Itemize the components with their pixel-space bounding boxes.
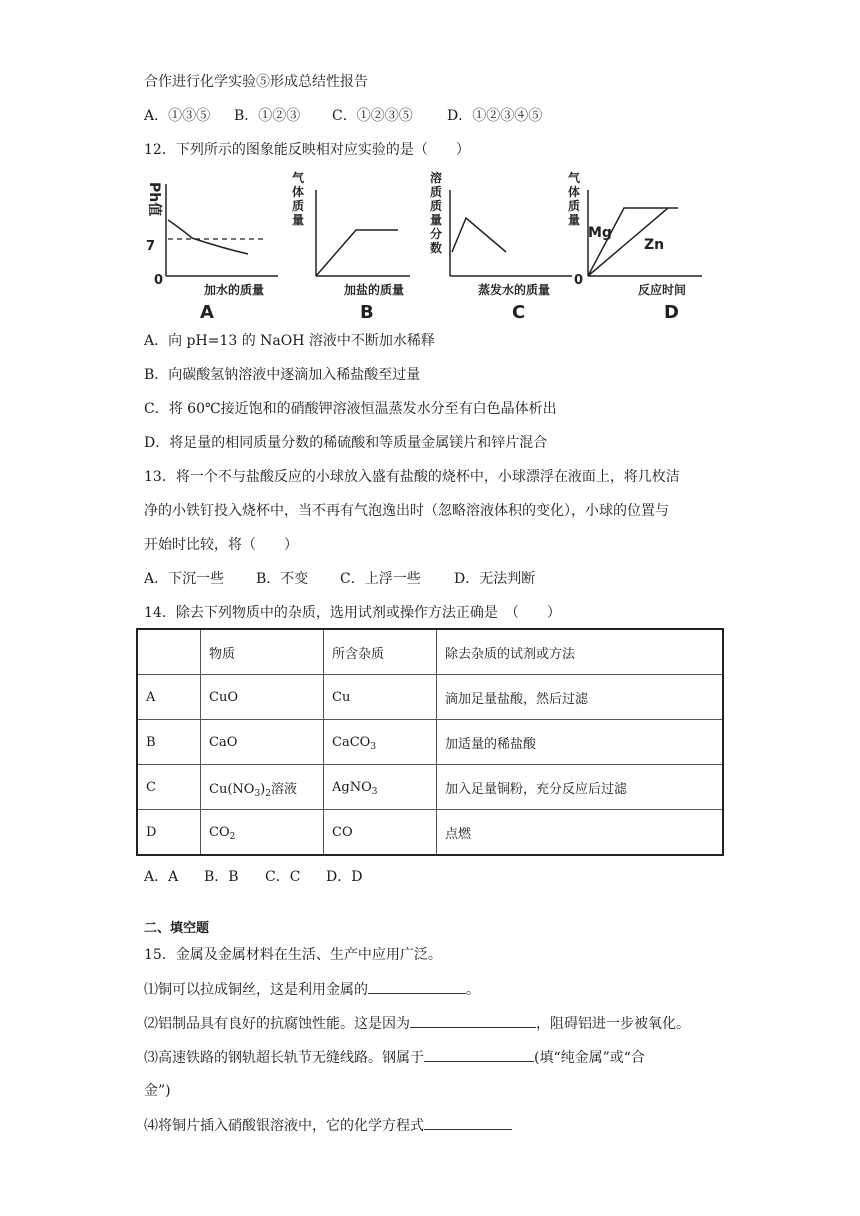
row-method: 加入足量铜粉，充分反应后过滤 bbox=[437, 765, 724, 810]
figure-d-ylabel-char: 量 bbox=[568, 213, 581, 227]
figure-b-letter: B bbox=[360, 302, 374, 323]
intro-tail-text: 合作进行化学实验⑤形成总结性报告 bbox=[144, 74, 368, 90]
figure-d-origin: 0 bbox=[574, 273, 584, 288]
row-substance: CuO bbox=[201, 675, 324, 720]
substance-subscript-1: 3 bbox=[254, 788, 261, 799]
q15-stem: 15．金属及金属材料在生活、生产中应用广泛。 bbox=[144, 947, 442, 963]
figure-d-ylabel-char: 气 bbox=[568, 171, 581, 185]
q14-option-d: D．D bbox=[326, 869, 363, 885]
q11-option-b: B．①②③ bbox=[234, 108, 301, 124]
q15-part-1-end: 。 bbox=[466, 982, 480, 998]
q13-option-a: A．下沉一些 bbox=[144, 571, 225, 587]
figure-b-ylabel-full-char: 量 bbox=[292, 213, 305, 227]
figure-c-ylabel-char: 质 bbox=[430, 185, 443, 199]
figure-d-mg-curve bbox=[588, 208, 678, 276]
figure-d-letter: D bbox=[664, 302, 679, 323]
figure-a bbox=[142, 170, 282, 324]
substance-subscript-1: 2 bbox=[229, 831, 236, 842]
row-method: 点燃 bbox=[437, 810, 724, 856]
figure-d-zn-label: Zn bbox=[644, 237, 665, 253]
q11-option-a: A．①③⑤ bbox=[144, 108, 211, 124]
table-header-row bbox=[137, 629, 723, 675]
figure-c-ylabel-char: 溶 bbox=[430, 171, 443, 185]
q14-table bbox=[136, 628, 724, 856]
q11-options bbox=[144, 106, 542, 126]
row-substance bbox=[201, 810, 324, 856]
figure-d-mg-label: Mg bbox=[588, 225, 612, 241]
answer-blank-1[interactable] bbox=[368, 979, 466, 994]
table-row bbox=[137, 765, 723, 810]
figure-b-xlabel: 加盐的质量 bbox=[344, 283, 405, 297]
figure-d-ylabel bbox=[568, 170, 581, 227]
substance-formula: CO bbox=[209, 824, 230, 840]
q15-part-2 bbox=[144, 1013, 690, 1034]
row-method: 加适量的稀盐酸 bbox=[437, 720, 724, 765]
table-header-cell bbox=[137, 629, 201, 675]
q13-option-b: B．不变 bbox=[256, 571, 309, 587]
row-substance: CaO bbox=[201, 720, 324, 765]
row-id: A bbox=[137, 675, 201, 720]
figure-b bbox=[290, 170, 420, 324]
figure-a-ylabel: Ph值 bbox=[146, 182, 162, 217]
figure-b-curve bbox=[316, 230, 398, 276]
answer-blank-2[interactable] bbox=[410, 1013, 536, 1028]
figure-d-ylabel-char: 质 bbox=[568, 199, 581, 213]
figure-a-curve bbox=[168, 220, 248, 254]
q15-part-3-end: (填“纯金属”或“合 bbox=[534, 1050, 645, 1066]
row-impurity: CO bbox=[324, 810, 437, 856]
figure-b-ylabel-full-char: 体 bbox=[292, 185, 305, 199]
row-substance bbox=[201, 765, 324, 810]
row-id: B bbox=[137, 720, 201, 765]
impurity-subscript: 3 bbox=[370, 741, 377, 752]
q15-part-2-end: ，阻碍铝进一步被氧化。 bbox=[536, 1016, 690, 1032]
q13-line-1: 13．将一个不与盐酸反应的小球放入盛有盐酸的烧杯中，小球漂浮在液面上，将几枚洁 bbox=[144, 469, 680, 485]
q11-option-c: C．①②③⑤ bbox=[332, 108, 413, 124]
figure-a-letter: A bbox=[200, 302, 214, 323]
figure-a-origin: 0 bbox=[154, 273, 164, 288]
figure-d bbox=[566, 170, 706, 324]
q13-option-d: D．无法判断 bbox=[454, 571, 536, 587]
table-row bbox=[137, 810, 723, 856]
q14-option-b: B．B bbox=[204, 869, 239, 885]
row-id: D bbox=[137, 810, 201, 856]
q15-part-3-text: ⑶高速铁路的钢轨超长轨节无缝线路。钢属于 bbox=[144, 1050, 424, 1066]
q14-option-c: C．C bbox=[265, 869, 301, 885]
row-method: 滴加足量盐酸，然后过滤 bbox=[437, 675, 724, 720]
substance-tail: 溶液 bbox=[270, 781, 297, 797]
figure-c-ylabel-char: 质 bbox=[430, 199, 443, 213]
impurity-formula: CaCO bbox=[332, 734, 371, 750]
figure-c-letter: C bbox=[512, 302, 526, 323]
table-header-cell: 除去杂质的试剂或方法 bbox=[437, 629, 724, 675]
substance-paren: ) bbox=[260, 781, 266, 797]
figure-c-ylabel-char: 数 bbox=[430, 241, 443, 255]
figure-b-ylabel-full-char: 质 bbox=[292, 199, 305, 213]
figure-c-xlabel: 蒸发水的质量 bbox=[478, 283, 551, 297]
figure-c-ylabel-char: 量 bbox=[430, 213, 443, 227]
impurity-formula: AgNO bbox=[332, 779, 372, 795]
substance-subscript-2: 2 bbox=[265, 788, 271, 799]
q15-part-4 bbox=[144, 1115, 512, 1136]
answer-blank-3[interactable] bbox=[424, 1047, 534, 1062]
table-row bbox=[137, 720, 723, 765]
q15-part-1 bbox=[144, 979, 480, 1000]
q11-option-d: D．①②③④⑤ bbox=[447, 108, 543, 124]
q15-part-1-text: ⑴铜可以拉成铜丝，这是利用金属的 bbox=[144, 982, 368, 998]
q15-part-3 bbox=[144, 1047, 645, 1068]
substance-formula: Cu(NO bbox=[209, 781, 255, 797]
q12-option-d: D．将足量的相同质量分数的稀硫酸和等质量金属镁片和锌片混合 bbox=[144, 435, 548, 451]
answer-blank-4[interactable] bbox=[424, 1115, 512, 1130]
figure-a-seven-tick: 7 bbox=[146, 239, 156, 254]
q13-line-3: 开始时比较，将（ ） bbox=[144, 537, 298, 553]
q12-option-b: B．向碳酸氢钠溶液中逐滴加入稀盐酸至过量 bbox=[144, 367, 421, 383]
figure-c-curve bbox=[452, 218, 506, 252]
q15-part-3-cont: 金”) bbox=[144, 1083, 171, 1099]
row-impurity bbox=[324, 720, 437, 765]
figure-d-ylabel-char: 体 bbox=[568, 185, 581, 199]
row-impurity: Cu bbox=[324, 675, 437, 720]
q12-option-c: C．将 60℃接近饱和的硝酸钾溶液恒温蒸发水分至有白色晶体析出 bbox=[144, 401, 557, 417]
figure-c-ylabel-char: 分 bbox=[430, 227, 443, 241]
figure-c-ylabel bbox=[430, 170, 442, 255]
table-header-cell: 所含杂质 bbox=[324, 629, 437, 675]
q14-stem: 14．除去下列物质中的杂质，选用试剂或操作方法正确是 （ ） bbox=[144, 605, 561, 621]
table-row bbox=[137, 675, 723, 720]
q14-options bbox=[144, 867, 362, 887]
q15-part-4-text: ⑷将铜片插入硝酸银溶液中，它的化学方程式 bbox=[144, 1118, 424, 1134]
q13-line-2: 净的小铁钉投入烧杯中，当不再有气泡逸出时（忽略溶液体积的变化），小球的位置与 bbox=[144, 503, 669, 519]
q14-option-a: A．A bbox=[144, 869, 179, 885]
q12-option-a: A．向 pH=13 的 NaOH 溶液中不断加水稀释 bbox=[144, 333, 435, 349]
q12-stem: 12．下列所示的图象能反映相对应实验的是（ ） bbox=[144, 142, 470, 158]
impurity-subscript: 3 bbox=[371, 786, 378, 797]
section-heading: 二、填空题 bbox=[144, 921, 210, 936]
figure-b-ylabel-full-char: 气 bbox=[292, 171, 305, 185]
figure-a-xlabel: 加水的质量 bbox=[204, 283, 265, 297]
row-id: C bbox=[137, 765, 201, 810]
row-impurity bbox=[324, 765, 437, 810]
figure-c bbox=[428, 170, 581, 324]
figure-d-xlabel: 反应时间 bbox=[638, 283, 687, 297]
figure-b-ylabel-full bbox=[292, 170, 305, 227]
q15-part-2-text: ⑵铝制品具有良好的抗腐蚀性能。这是因为 bbox=[144, 1016, 410, 1032]
q13-options bbox=[144, 569, 535, 589]
q13-option-c: C．上浮一些 bbox=[340, 571, 421, 587]
table-header-cell: 物质 bbox=[201, 629, 324, 675]
